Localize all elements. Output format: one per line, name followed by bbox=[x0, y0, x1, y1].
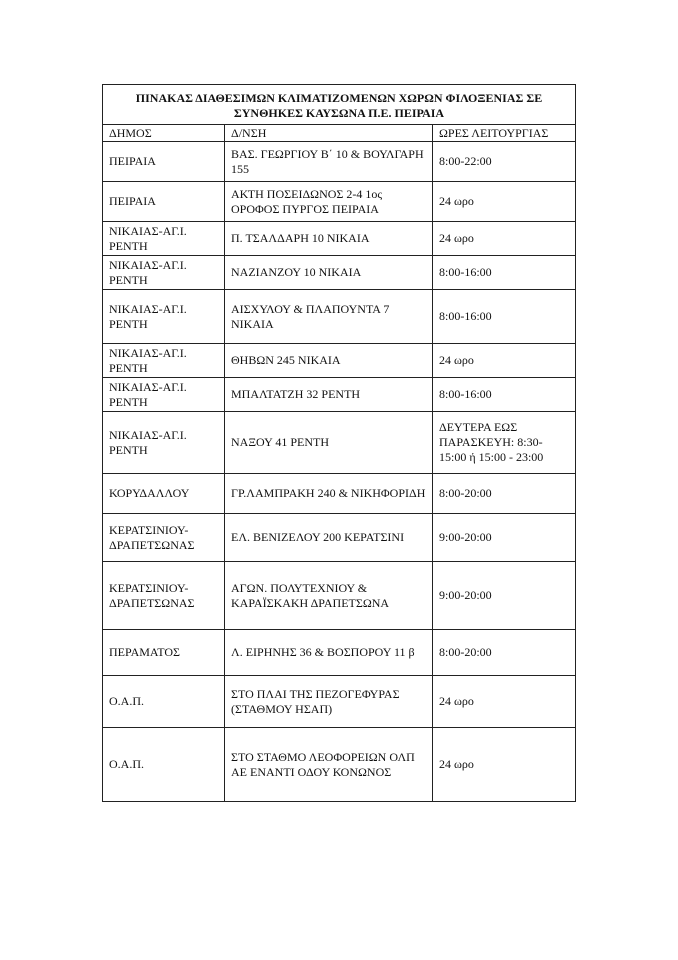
table-row bbox=[103, 630, 576, 676]
table-row bbox=[103, 378, 576, 412]
table-row bbox=[103, 728, 576, 802]
hours-cell: 8:00-16:00 bbox=[433, 256, 576, 290]
dimos-cell: Ο.Α.Π. bbox=[103, 676, 225, 728]
dimos-cell: ΚΕΡΑΤΣΙΝΙΟΥ-ΔΡΑΠΕΤΣΩΝΑΣ bbox=[103, 562, 225, 630]
hours-cell: 8:00-16:00 bbox=[433, 378, 576, 412]
dimos-cell: ΠΕΡΑΜΑΤΟΣ bbox=[103, 630, 225, 676]
dimos-cell: ΝΙΚΑΙΑΣ-ΑΓ.Ι. ΡΕΝΤΗ bbox=[103, 222, 225, 256]
address-cell: ΓΡ.ΛΑΜΠΡΑΚΗ 240 & ΝΙΚΗΦΟΡΙΔΗ bbox=[225, 474, 433, 514]
table-row bbox=[103, 142, 576, 182]
table-row bbox=[103, 290, 576, 344]
dimos-cell: ΚΕΡΑΤΣΙΝΙΟΥ-ΔΡΑΠΕΤΣΩΝΑΣ bbox=[103, 514, 225, 562]
hours-cell: 24 ωρο bbox=[433, 344, 576, 378]
hours-cell: 8:00-16:00 bbox=[433, 290, 576, 344]
dimos-cell: Ο.Α.Π. bbox=[103, 728, 225, 802]
hours-cell: 8:00-20:00 bbox=[433, 474, 576, 514]
table-row bbox=[103, 222, 576, 256]
address-cell: ΘΗΒΩΝ 245 ΝΙΚΑΙΑ bbox=[225, 344, 433, 378]
hours-cell: 9:00-20:00 bbox=[433, 514, 576, 562]
hours-cell: 24 ωρο bbox=[433, 182, 576, 222]
table-row bbox=[103, 474, 576, 514]
hours-cell: 24 ωρο bbox=[433, 222, 576, 256]
hours-cell: ΔΕΥΤΕΡΑ ΕΩΣ ΠΑΡΑΣΚΕΥΗ: 8:30-15:00 ή 15:00 - 23:00 bbox=[433, 412, 576, 474]
dimos-cell: ΝΙΚΑΙΑΣ-ΑΓ.Ι. ΡΕΝΤΗ bbox=[103, 412, 225, 474]
address-cell: ΝΑΞΟΥ 41 ΡΕΝΤΗ bbox=[225, 412, 433, 474]
address-cell: ΣΤΟ ΣΤΑΘΜΟ ΛΕΟΦΟΡΕΙΩΝ ΟΛΠ ΑΕ ΕΝΑΝΤΙ ΟΔΟΥ ΚΟΝΩΝΟΣ bbox=[225, 728, 433, 802]
hours-cell: 8:00-22:00 bbox=[433, 142, 576, 182]
header-hours: ΩΡΕΣ ΛΕΙΤΟΥΡΓΙΑΣ bbox=[433, 125, 576, 142]
address-cell: ΕΛ. ΒΕΝΙΖΕΛΟΥ 200 ΚΕΡΑΤΣΙΝΙ bbox=[225, 514, 433, 562]
address-cell: ΑΚΤΗ ΠΟΣΕΙΔΩΝΟΣ 2-4 1ος ΟΡΟΦΟΣ ΠΥΡΓΟΣ ΠΕΙΡΑΙΑ bbox=[225, 182, 433, 222]
document-title: ΠΙΝΑΚΑΣ ΔΙΑΘΕΣΙΜΩΝ ΚΛΙΜΑΤΙΖΟΜΕΝΩΝ ΧΩΡΩΝ ΦΙΛΟΞΕΝΙΑΣ ΣΕ ΣΥΝΘΗΚΕΣ ΚΑΥΣΩΝΑ Π.Ε. ΠΕΙΡΑΙΑ bbox=[103, 85, 576, 125]
hours-cell: 24 ωρο bbox=[433, 728, 576, 802]
dimos-cell: ΝΙΚΑΙΑΣ-ΑΓ.Ι. ΡΕΝΤΗ bbox=[103, 256, 225, 290]
shelters-table bbox=[102, 84, 576, 802]
header-dimos: ΔΗΜΟΣ bbox=[103, 125, 225, 142]
dimos-cell: ΠΕΙΡΑΙΑ bbox=[103, 142, 225, 182]
dimos-cell: ΝΙΚΑΙΑΣ-ΑΓ.Ι. ΡΕΝΤΗ bbox=[103, 344, 225, 378]
table-row bbox=[103, 256, 576, 290]
table-row bbox=[103, 182, 576, 222]
address-cell: ΒΑΣ. ΓΕΩΡΓΙΟΥ Β΄ 10 & ΒΟΥΛΓΑΡΗ 155 bbox=[225, 142, 433, 182]
table-row bbox=[103, 344, 576, 378]
address-cell: Λ. ΕΙΡΗΝΗΣ 36 & ΒΟΣΠΟΡΟΥ 11 β bbox=[225, 630, 433, 676]
table-row bbox=[103, 412, 576, 474]
address-cell: ΑΙΣΧΥΛΟΥ & ΠΛΑΠΟΥΝΤΑ 7 ΝΙΚΑΙΑ bbox=[225, 290, 433, 344]
table-row bbox=[103, 514, 576, 562]
address-cell: ΜΠΑΛΤΑΤΖΗ 32 ΡΕΝΤΗ bbox=[225, 378, 433, 412]
dimos-cell: ΝΙΚΑΙΑΣ-ΑΓ.Ι. ΡΕΝΤΗ bbox=[103, 378, 225, 412]
header-address: Δ/ΝΣΗ bbox=[225, 125, 433, 142]
table-row bbox=[103, 562, 576, 630]
hours-cell: 8:00-20:00 bbox=[433, 630, 576, 676]
address-cell: ΝΑΖΙΑΝΖΟΥ 10 ΝΙΚΑΙΑ bbox=[225, 256, 433, 290]
dimos-cell: ΠΕΙΡΑΙΑ bbox=[103, 182, 225, 222]
dimos-cell: ΚΟΡΥΔΑΛΛΟΥ bbox=[103, 474, 225, 514]
hours-cell: 24 ωρο bbox=[433, 676, 576, 728]
header-row bbox=[103, 125, 576, 142]
address-cell: ΣΤΟ ΠΛΑΙ ΤΗΣ ΠΕΖΟΓΕΦΥΡΑΣ (ΣΤΑΘΜΟΥ ΗΣΑΠ) bbox=[225, 676, 433, 728]
dimos-cell: ΝΙΚΑΙΑΣ-ΑΓ.Ι. ΡΕΝΤΗ bbox=[103, 290, 225, 344]
hours-cell: 9:00-20:00 bbox=[433, 562, 576, 630]
address-cell: Π. ΤΣΑΛΔΑΡΗ 10 ΝΙΚΑΙΑ bbox=[225, 222, 433, 256]
table-row bbox=[103, 676, 576, 728]
address-cell: ΑΓΩΝ. ΠΟΛΥΤΕΧΝΙΟΥ & ΚΑΡΑΪΣΚΑΚΗ ΔΡΑΠΕΤΣΩΝΑ bbox=[225, 562, 433, 630]
